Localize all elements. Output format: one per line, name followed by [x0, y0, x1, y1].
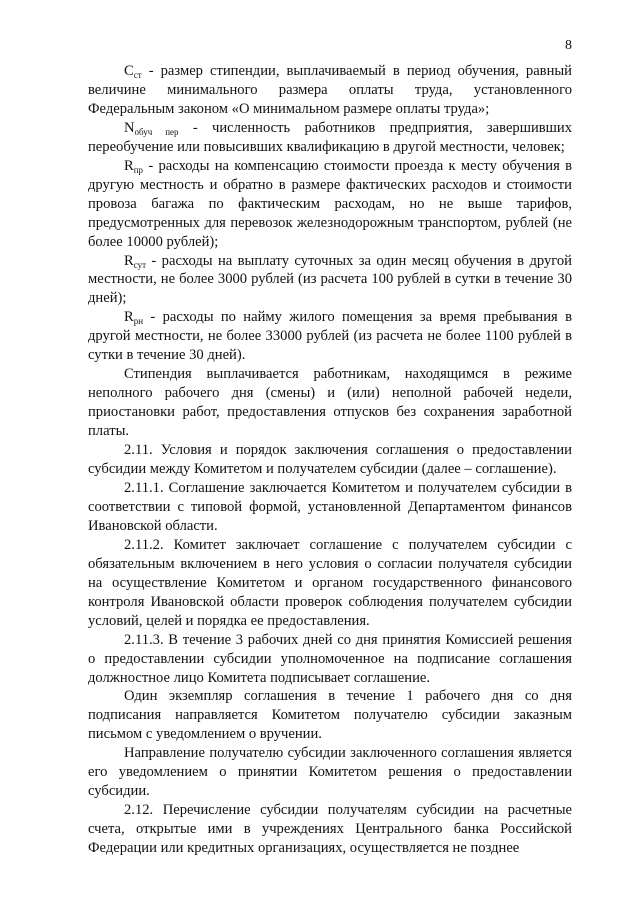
page-number: 8: [565, 38, 572, 53]
formula-subscript: рн: [133, 316, 144, 327]
formula-symbol: R: [124, 157, 134, 174]
paragraph-trainee-count: [88, 119, 572, 157]
formula-subscript: сут: [133, 259, 147, 270]
formula-subscript: обуч пер: [134, 126, 179, 137]
paragraph-notification: Направление получателю субсидии заключенного соглашения является его уведомлением о принятии Комитетом решения о предоставлении субсидии.: [88, 745, 572, 800]
paragraph-stipend-size: [88, 62, 572, 119]
paragraph-text: - расходы по найму жилого помещения за время пребывания в другой местности, не более 33000 рублей (из расчета не более 1100 рублей в сутки в течение 30 дней).: [88, 309, 572, 364]
paragraph-section-2-12: 2.12. Перечисление субсидии получателям субсидии на расчетные счета, открытые ими в учреждениях Центрального банка Российской Федерации или кредитных организациях, осуществляется не позднее: [88, 802, 572, 857]
paragraph-travel-costs: [88, 157, 572, 252]
paragraph-copy-delivery: Один экземпляр соглашения в течение 1 рабочего дня со дня подписания направляется Комитетом получателю субсидии заказным письмом с уведомлением о вручении.: [88, 688, 572, 743]
formula-symbol: R: [124, 309, 134, 326]
paragraph-daily-allowance: [88, 252, 572, 309]
paragraph-text: - расходы на выплату суточных за один месяц обучения в другой местности, не более 3000 рублей (из расчета 100 рублей в сутки в течение 30 дней);: [88, 252, 572, 307]
paragraph-text: - расходы на компенсацию стоимости проезда к месту обучения в другую местность и обратно в размере фактических расходов и стоимости провоза багажа по фактическим расходам, но не выше тарифов, предусмотренных для перевозок железнодорожным транспортом, рублей (не более 10000 рублей);: [88, 157, 572, 250]
paragraph-section-2-11-1: 2.11.1. Соглашение заключается Комитетом и получателем субсидии в соответствии с типовой формой, установленной Департаментом финансов Ивановской области.: [88, 479, 572, 534]
document-body: [88, 62, 572, 858]
formula-symbol: C: [124, 63, 134, 79]
formula-symbol: N: [124, 119, 135, 136]
paragraph-section-2-11: 2.11. Условия и порядок заключения соглашения о предоставлении субсидии между Комитетом и получателем субсидии (далее – соглашение).: [88, 442, 572, 478]
formula-subscript: ст: [133, 70, 142, 80]
formula-subscript: пр: [133, 164, 144, 175]
paragraph-housing-costs: [88, 308, 572, 365]
paragraph-section-2-11-3: 2.11.3. В течение 3 рабочих дней со дня принятия Комиссией решения о предоставлении субсидии уполномоченное на подписание соглашения должностное лицо Комитета подписывает соглашение.: [88, 631, 572, 686]
paragraph-text: - размер стипендии, выплачиваемый в период обучения, равный величине минимального размера оплаты труда, установленного Федеральным законом «О минимальном размере оплаты труда»;: [88, 63, 572, 117]
paragraph-text: - численность работников предприятия, завершивших переобучение или повысивших квалификацию в другой местности, человек;: [88, 119, 573, 155]
formula-symbol: R: [124, 252, 134, 269]
paragraph-stipend-payment: Стипендия выплачивается работникам, находящимся в режиме неполного рабочего дня (смены) и (или) неполной рабочей недели, приостановки работ, предоставления отпусков без сохранения заработной платы.: [88, 366, 572, 440]
paragraph-section-2-11-2: 2.11.2. Комитет заключает соглашение с получателем субсидии с обязательным включением в него условия о согласии получателя субсидии на осуществление Комитетом и органом государственного финансового контроля Ивановской области проверок соблюдения получателем субсидии условий, целей и порядка ее предоставления.: [88, 536, 572, 629]
